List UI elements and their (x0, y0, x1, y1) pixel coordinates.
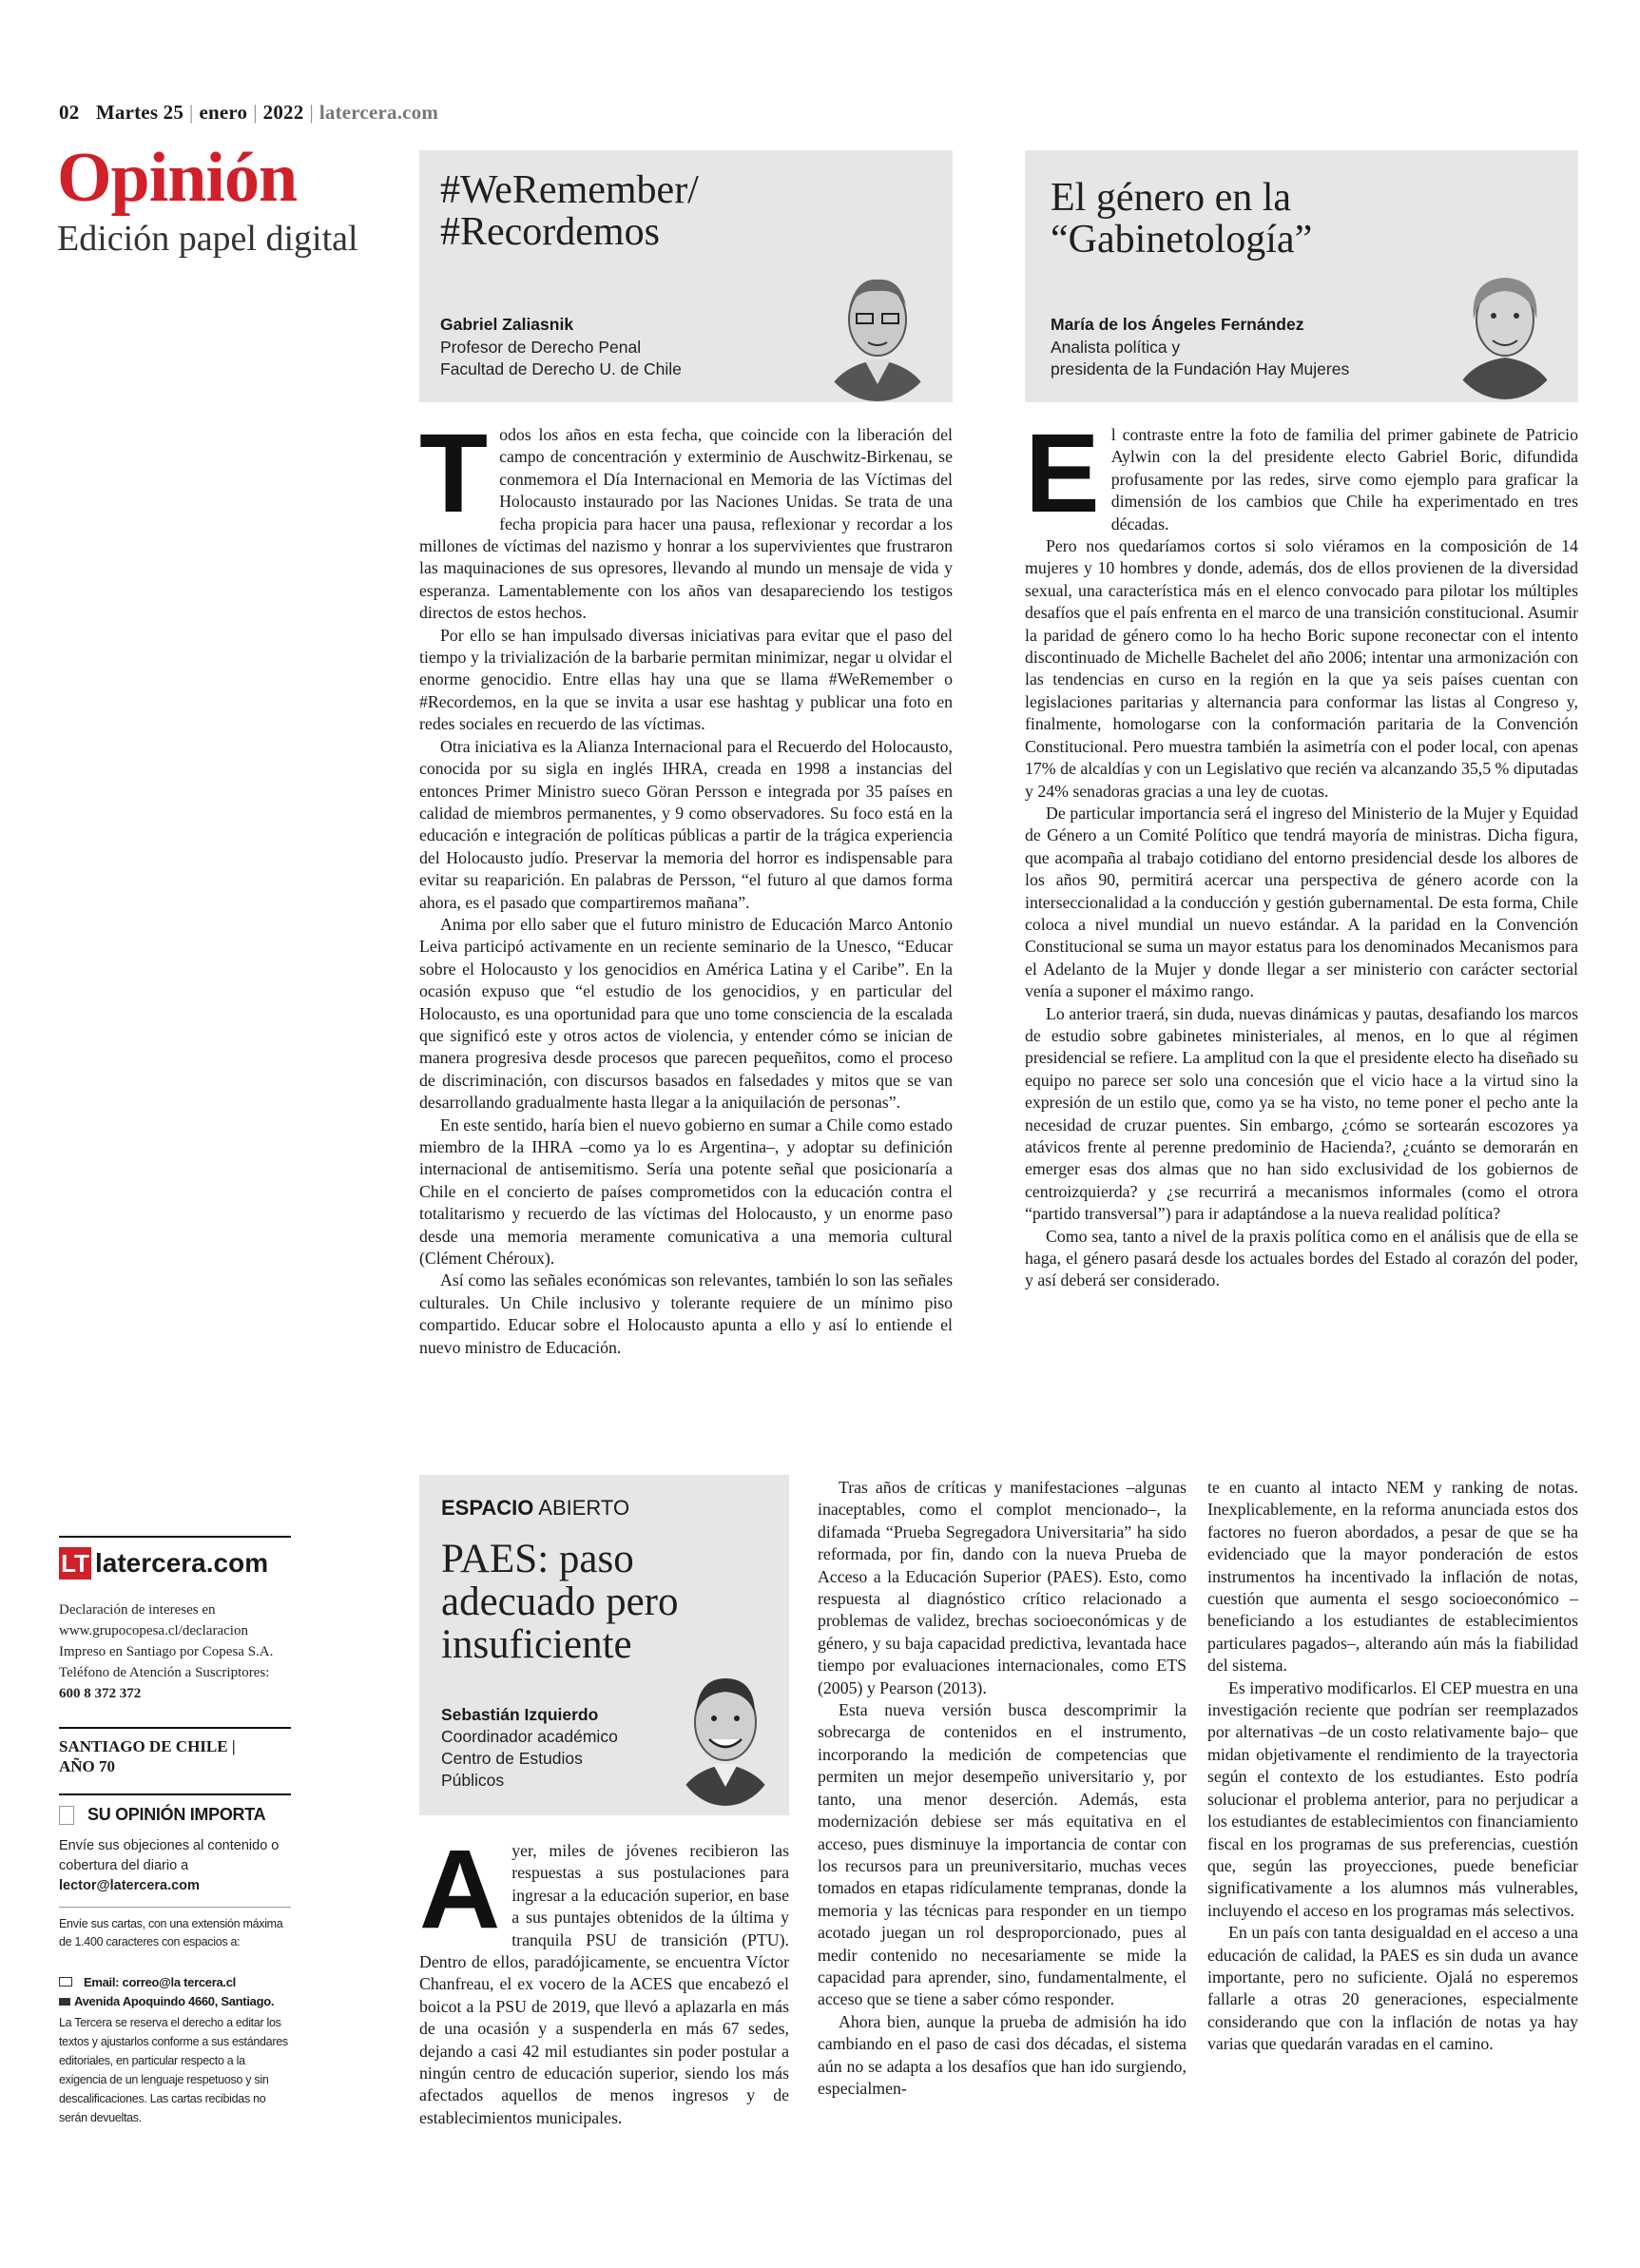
sidebar-letters-text: Envíe sus cartas, con una extensión máxima de 1.400 caracteres con espacios a: (59, 1917, 283, 1948)
article2-dropcap: E (1025, 411, 1100, 536)
article1-body (419, 411, 953, 1359)
article3-paragraph: Ahora bien, aunque la prueba de admisión ha ido cambiando en el paso de casi dos décadas, el sistema aún no se adapta a los desafíos que han ido surgiendo, especialmen- (818, 2011, 1187, 2098)
header-site[interactable]: latercera.com (318, 101, 439, 124)
article3-col3 (1207, 1477, 1578, 2056)
article1-paragraph: odos los años en esta fecha, que coincide con la liberación del campo de concentración y exterminio de Auschwitz-Birkenau, se conmemora el Día Internacional en Memoria de las Víctimas del Holocausto instaurado por las Naciones Unidas. Se trata de una fecha propicia para hacer una pausa, reflexionar y recordar a los millones de víctimas del nazismo y honrar a los supervivientes que frustraron las maquinaciones de sus opresores, llevando al mundo un mensaje de vida y esperanza. Lamentablemente con los años van desapareciendo los testigos directos de estos hechos. (419, 425, 953, 623)
sidebar-thin-rule (59, 1907, 291, 1908)
article1-header (419, 150, 953, 402)
article3-col1 (419, 1827, 789, 2129)
lt-logo-box: LT (59, 1547, 91, 1580)
article2-paragraph: Como sea, tanto a nivel de la praxis política como en el análisis que de ella se haga, el género pasará desde los actuales bordes del Estado al corazón del poder, y así deberá ser considerado. (1025, 1226, 1578, 1290)
sidebar-contact (59, 1973, 297, 2011)
sidebar-phone: 600 8 372 372 (59, 1686, 142, 1701)
sidebar-opinion-heading: SU OPINIÓN IMPORTA (59, 1805, 265, 1825)
article3-author: Sebastián Izquierdo (441, 1705, 599, 1724)
article2-paragraph: Lo anterior traerá, sin duda, nuevas dinámicas y pautas, desafiando los marcos de estudio sobre gabinetes ministeriales, al menos, en lo que al régimen presidencial se refiere. La amplitud con la que el presidente electo ha diseñado su equipo no parece ser solo una concesión que el vicio hace a la virtud sino la expresión de un estilo que, como ya se ha visto, no teme poner el pecho ante la necesidad de cruzar puentes. Sin embargo, ¿cómo se sortearán escozores ya atávicos frente al perenne predominio de Hacienda?, ¿cuánto se demorarán en emerger esas dos almas que no han sido exclusividad de los gobiernos de centroizquierda? y ¿se recurrirá a mecanismos informales (como el otrora “partido transversal”) para ir adaptándose a la nueva realidad política? (1025, 1003, 1578, 1224)
article1-paragraph: Así como las señales económicas son relevantes, también lo son las señales culturales. Un Chile inclusivo y tolerante requiere de un mínimo piso compartido. Educar sobre el Holocausto apunta a ello y así lo entiende el nuevo ministro de Educación. (419, 1270, 953, 1357)
article3-paragraph: yer, miles de jóvenes recibieron las respuestas a sus postulaciones para ingresar a la educación superior, en base a sus puntajes obtenidos de la última y tranquila PSU de transición (PTU). Dentro de ellos, paradójicamente, se encuentra Víctor Chanfreau, el ex vocero de la ACES que encabezó el boicot a la PSU de 2019, que llevó a aplazarla en más de una ocasión y a suspenderla en más 67 sedes, dejando a casi 42 mil estudiantes sin poder postular a ningún centro de educación superior, siendo los más afectados aquellos de menos ingresos y de establecimientos municipales. (419, 1841, 789, 2127)
article1-author: Gabriel Zaliasnik (440, 315, 574, 334)
lt-logo[interactable] (59, 1547, 268, 1580)
article3-dropcap: A (419, 1827, 501, 1952)
article3-paragraph: Esta nueva versión busca descomprimir la sobrecarga de contenidos en el instrumento, incorporando la medición de competencias que permiten un mejor desempeño universitario y, por tanto, una menor deserción. Además, esta modernización debiese ser más equitativa en el acceso, pues disminuye la importancia de contar con los recursos para un preuniversitario, muchas veces tomados en etapas ridículamente tempranas, donde la memoria y las técnicas para responder en un tiempo acotado juegan un rol desproporcionado, pues al medir contenido no necesariamente se mide la capacidad para aprender, sino, fundamentalmente, el acceso que se tiene a saber cómo responder. (818, 1700, 1187, 2009)
sidebar-email-line[interactable]: Email: correo@la tercera.cl (84, 1975, 236, 1989)
author-portrait-izquierdo (669, 1661, 781, 1806)
sidebar-opinion-text: Envíe sus objeciones al contenido o cobertura del diario a lector@latercera.com (59, 1838, 280, 1893)
article2-header (1025, 150, 1578, 402)
author-portrait-zaliasnik (815, 261, 940, 401)
article2-role: Analista política y presidenta de la Fundación Hay Mujeres (1051, 338, 1350, 378)
lt-logo-site: latercera.com (95, 1548, 269, 1578)
article3-paragraph: te en cuanto al intacto NEM y ranking de notas. Inexplicablemente, en la reforma anunciada estos dos factores no fueron abordados, a pesar de que se ha evidenciado que la mayor ponderación de estos instrumentos ha incentivado la inflación de notas, cuestión que aumenta el sesgo socioeconómico –beneficiando a los estudiantes de establecimientos particulares pagados–, alterando aún más la fiabilidad del sistema. (1207, 1478, 1578, 1676)
sidebar-rule (59, 1793, 291, 1795)
letter-icon (59, 1998, 70, 2006)
article2-paragraph: De particular importancia será el ingreso del Ministerio de la Mujer y Equidad de Género a un Comité Político que tendrá mayoría de ministras. Dicha figura, que acompaña al trabajo cotidiano del entorno presidencial desde los albores de los años 90, permitirá acercar una perspectiva de género acorde con la interseccionalidad a la conducción y gestión gubernamental. De esta forma, Chile coloca a nivel mundial un nuevo estándar. A la paridad en la Convención Constitucional se suma un mayor estatus para los denominados Mecanismos para el Adelanto de la Mujer y donde llegar a ser ministerio con carácter sectorial venía a suponer el máximo rango. (1025, 803, 1578, 1001)
article2-paragraph: Pero nos quedaríamos cortos si solo viéramos en la composición de 14 mujeres y 10 hombres y donde, además, dos de ellos provienen de la diversidad sexual, una característica más en el elenco convocado para pilotar los múltiples desafíos que el país enfrenta en el marco de una transición constitucional. Asumir la paridad de género como lo ha hecho Boric supone reconectar con el intento discontinuado de Michelle Bachelet del año 2006; intentar una armonización con las tendencias en curso en la región en la que ya seis países cuentan con legislaciones paritarias y alternancia para conformar las listas al Congreso y, finalmente, homologarse con la conformación paritaria de la Convención Constitucional. Pero muestra también la asimetría con el poder local, con apenas 17% de alcaldías y con un Legislativo que recién va alcanzando 35,5 % diputadas y 24% senadoras gracias a una ley de cuotas. (1025, 536, 1578, 801)
mail-icon (59, 1977, 72, 1987)
article1-paragraph: Otra iniciativa es la Alianza Internacional para el Recuerdo del Holocausto, conocida por su sigla en inglés IHRA, creada en 1998 a instancias del entonces Primer Ministro sueco Göran Persson e integrada por 35 países en calidad de miembros permanentes, y 9 como observadores. Su foco está en la educación e integración de políticas públicas a partir de la trágica experiencia del Holocausto judío. Preservar la memoria del horror es indispensable para evitar su reaparición. En palabras de Persson, “el futuro al que damos forma ahora, es el pasado que compartiremos mañana”. (419, 736, 953, 912)
article1-paragraph: En este sentido, haría bien el nuevo gobierno en sumar a Chile como estado miembro de la IHRA –como ya lo es Argentina–, y adoptar su definición internacional de antisemitismo. Sería una potente señal que posicionaría a Chile en el concierto de países comprometidos con la educación contra el totalitarismo y recuerdo de las víctimas del Holocausto, y un enorme paso desde una memoria meramente comunicativa a una memoria cultural (Clément Chéroux). (419, 1115, 953, 1269)
page-folio: 02 Martes 25 | enero | 2022 | latercera.com (59, 101, 439, 124)
document-icon (59, 1806, 74, 1825)
sidebar-rule (59, 1727, 291, 1729)
date-day: Martes 25 (95, 101, 184, 124)
article1-role: Profesor de Derecho Penal Facultad de Derecho U. de Chile (440, 338, 682, 378)
article1-dropcap: T (419, 411, 489, 536)
article3-title: PAES: paso adecuado pero insuficiente (441, 1537, 679, 1667)
date-month: enero (199, 101, 248, 124)
article3-paragraph: Tras años de críticas y manifestaciones –algunas inaceptables, como el complot mencionado–, la difamada “Prueba Segregadora Universitaria” ha sido reformada, por fin, dando con la nueva Prueba de Acceso a la Educación Superior (PAES). Esto, como respuesta al diagnóstico crítico relacionado a problemas de validez, brechas socioeconómicas y de género, y su baja capacidad predictiva, levantada hace tiempo por evaluaciones internacionales, como ETS (2005) y Pearson (2013). (818, 1478, 1187, 1697)
article3-header (419, 1475, 789, 1815)
sidebar-city: SANTIAGO DE CHILE | AÑO 70 (59, 1737, 236, 1775)
date-year: 2022 (262, 101, 304, 124)
article3-role: Coordinador académico Centro de Estudios Públicos (441, 1727, 618, 1790)
sidebar-disclaimer: La Tercera se reserva el derecho a editar los textos y ajustarlos conforme a sus estándares editoriales, en particular respecto a la exigencia de un lenguaje respetuoso y sin descalificaciones. Las cartas recibidas no serán devueltas. (59, 2016, 288, 2124)
article3-paragraph: Es imperativo modificarlos. El CEP muestra en una investigación reciente que podrían ser reemplazados por alternativas –de un costo relativamente bajo– que midan objetivamente el rendimiento de la trayectoria según el contexto de los estudiantes. Esto podría solucionar el problema anterior, para no perjudicar a los estudiantes de establecimientos con financiamiento fiscal en los programas de sus preferencias, cuestión que, según las proyecciones, puede beneficiar significativamente a los alumnos más vulnerables, incluyendo el acceso en los programas más selectivos. (1207, 1677, 1578, 1920)
sidebar-declaration: Declaración de intereses en www.grupocopesa.cl/declaracion Impreso en Santiago por Copesa S.A. Teléfono de Atención a Suscriptores: 600 8 372 372 (59, 1602, 274, 1701)
article3-label: ESPACIO ABIERTO (441, 1496, 630, 1520)
sidebar-address-line: Avenida Apoquindo 4660, Santiago. (74, 1994, 275, 2008)
author-portrait-fernandez (1443, 257, 1567, 399)
section-subtitle: Edición papel digital (57, 219, 358, 259)
article1-title: #WeRemember/ #Recordemos (440, 168, 699, 255)
article1-paragraph: Por ello se han impulsado diversas iniciativas para evitar que el paso del tiempo y la trivialización de la barbarie permitan minimizar, negar u olvidar el enorme genocidio. Entre ellas hay una que se llama #WeRemember o #Recordemos, en la que se invita a usar ese hashtag y publicar una foto en redes sociales en recuerdo de las víctimas. (419, 625, 953, 734)
section-title: Opinión (57, 139, 298, 217)
article2-paragraph: l contraste entre la foto de familia del primer gabinete de Patricio Aylwin con la del presidente electo Gabriel Boric, difundida profusamente por las redes, sirve como ejemplo para graficar la dimensión de los cambios que Chile ha experimentado en tres décadas. (1110, 425, 1578, 533)
article3-paragraph: En un país con tanta desigualdad en el acceso a una educación de calidad, la PAES es sin duda un avance importante, pero no suficiente. Ojalá no esperemos fallarle a otras 20 generaciones, especialmente considerando que con la inflación de notas ya hay varias que quedarán varadas en el camino. (1207, 1923, 1578, 2054)
sidebar-opinion-email[interactable]: lector@latercera.com (59, 1878, 200, 1893)
page-number: 02 (59, 101, 80, 124)
article2-body (1025, 411, 1578, 1292)
article2-author: María de los Ángeles Fernández (1051, 315, 1304, 334)
article1-paragraph: Anima por ello saber que el futuro ministro de Educación Marco Antonio Leiva participó activamente en un reciente seminario de la Unesco, “Educar sobre el Holocausto y los genocidios en América Latina y el Caribe”. En la ocasión expuso que “el estudio de los genocidios, y en particular del Holocausto, es una oportunidad para que uno tome consciencia de la escalada que significó este y otros actos de violencia, y entender cómo se inician de manera progresiva desde procesos que parecen pequeñitos, como el proceso de discriminación, con discursos basados en falsedades y mitos que se van desarrollando gradualmente hasta llegar a la aniquilación de personas”. (419, 914, 953, 1113)
article3-col2 (818, 1477, 1187, 2100)
article2-title: El género en la “Gabinetología” (1051, 176, 1313, 262)
sidebar-top-rule (59, 1536, 291, 1538)
